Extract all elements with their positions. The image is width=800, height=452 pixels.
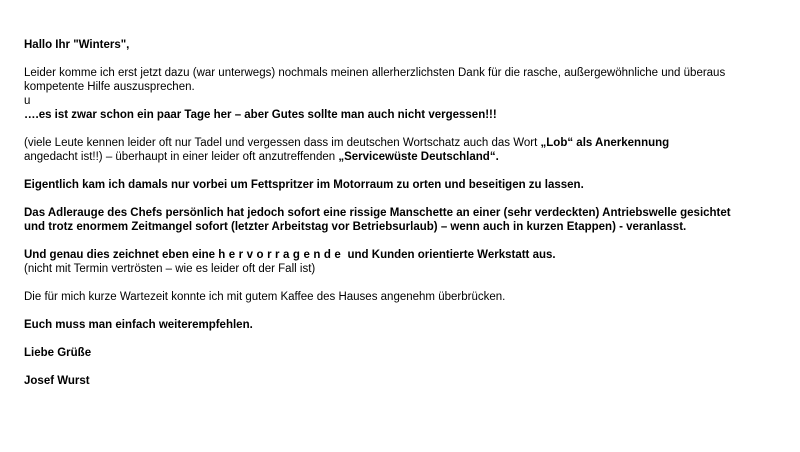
praise-servicewueste: „Servicewüste Deutschland“. — [338, 151, 499, 163]
paragraph-thanks-emphasis: ….es ist zwar schon ein paar Tage her – aber Gutes sollte man auch nicht vergessen!!! — [24, 109, 497, 121]
signature: Josef Wurst — [24, 375, 90, 387]
paragraph-thanks-line-1: Leider komme ich erst jetzt dazu (war unterwegs) nochmals meinen allerherzlichsten Dank für die rasche, außergewöhnliche und überaus — [24, 67, 726, 79]
closing: Liebe Grüße — [24, 347, 92, 359]
paragraph-praise-line-1 — [24, 136, 784, 150]
workshop-spaced-word: hervorragende — [218, 249, 345, 261]
letter-body — [24, 38, 784, 388]
paragraph-workshop-note: (nicht mit Termin vertrösten – wie es leider oft der Fall ist) — [24, 263, 316, 275]
stray-character: u — [24, 95, 31, 107]
praise-text-2: angedacht ist!!) – überhaupt in einer leider oft anzutreffenden — [24, 151, 339, 163]
paragraph-inspection-line-2: und trotz enormem Zeitmangel sofort (letzter Arbeitstag vor Betriebsurlaub) – wenn auch in kurzen Etappen) - veranlasst. — [24, 221, 687, 233]
workshop-text-2: und Kunden orientierte Werkstatt aus. — [344, 249, 556, 261]
praise-lob: „Lob“ als Anerkennung — [540, 137, 670, 149]
paragraph-workshop-praise — [24, 248, 784, 262]
paragraph-thanks-line-2: kompetente Hilfe auszusprechen. — [24, 81, 195, 93]
paragraph-coffee: Die für mich kurze Wartezeit konnte ich mit gutem Kaffee des Hauses angenehm überbrücken. — [24, 291, 506, 303]
greeting: Hallo Ihr "Winters", — [24, 39, 130, 51]
paragraph-inspection-line-1: Das Adlerauge des Chefs persönlich hat jedoch sofort eine rissige Manschette an einer (sehr verdeckten) Antriebswelle gesichtet — [24, 207, 731, 219]
paragraph-praise-line-2 — [24, 150, 784, 164]
workshop-text-1: Und genau dies zeichnet eben eine — [24, 249, 219, 261]
paragraph-recommend: Euch muss man einfach weiterempfehlen. — [24, 319, 253, 331]
praise-text: (viele Leute kennen leider oft nur Tadel und vergessen dass im deutschen Wortschatz auch das Wort — [24, 137, 541, 149]
paragraph-visit-reason: Eigentlich kam ich damals nur vorbei um Fettspritzer im Motorraum zu orten und beseitigen zu lassen. — [24, 179, 584, 191]
